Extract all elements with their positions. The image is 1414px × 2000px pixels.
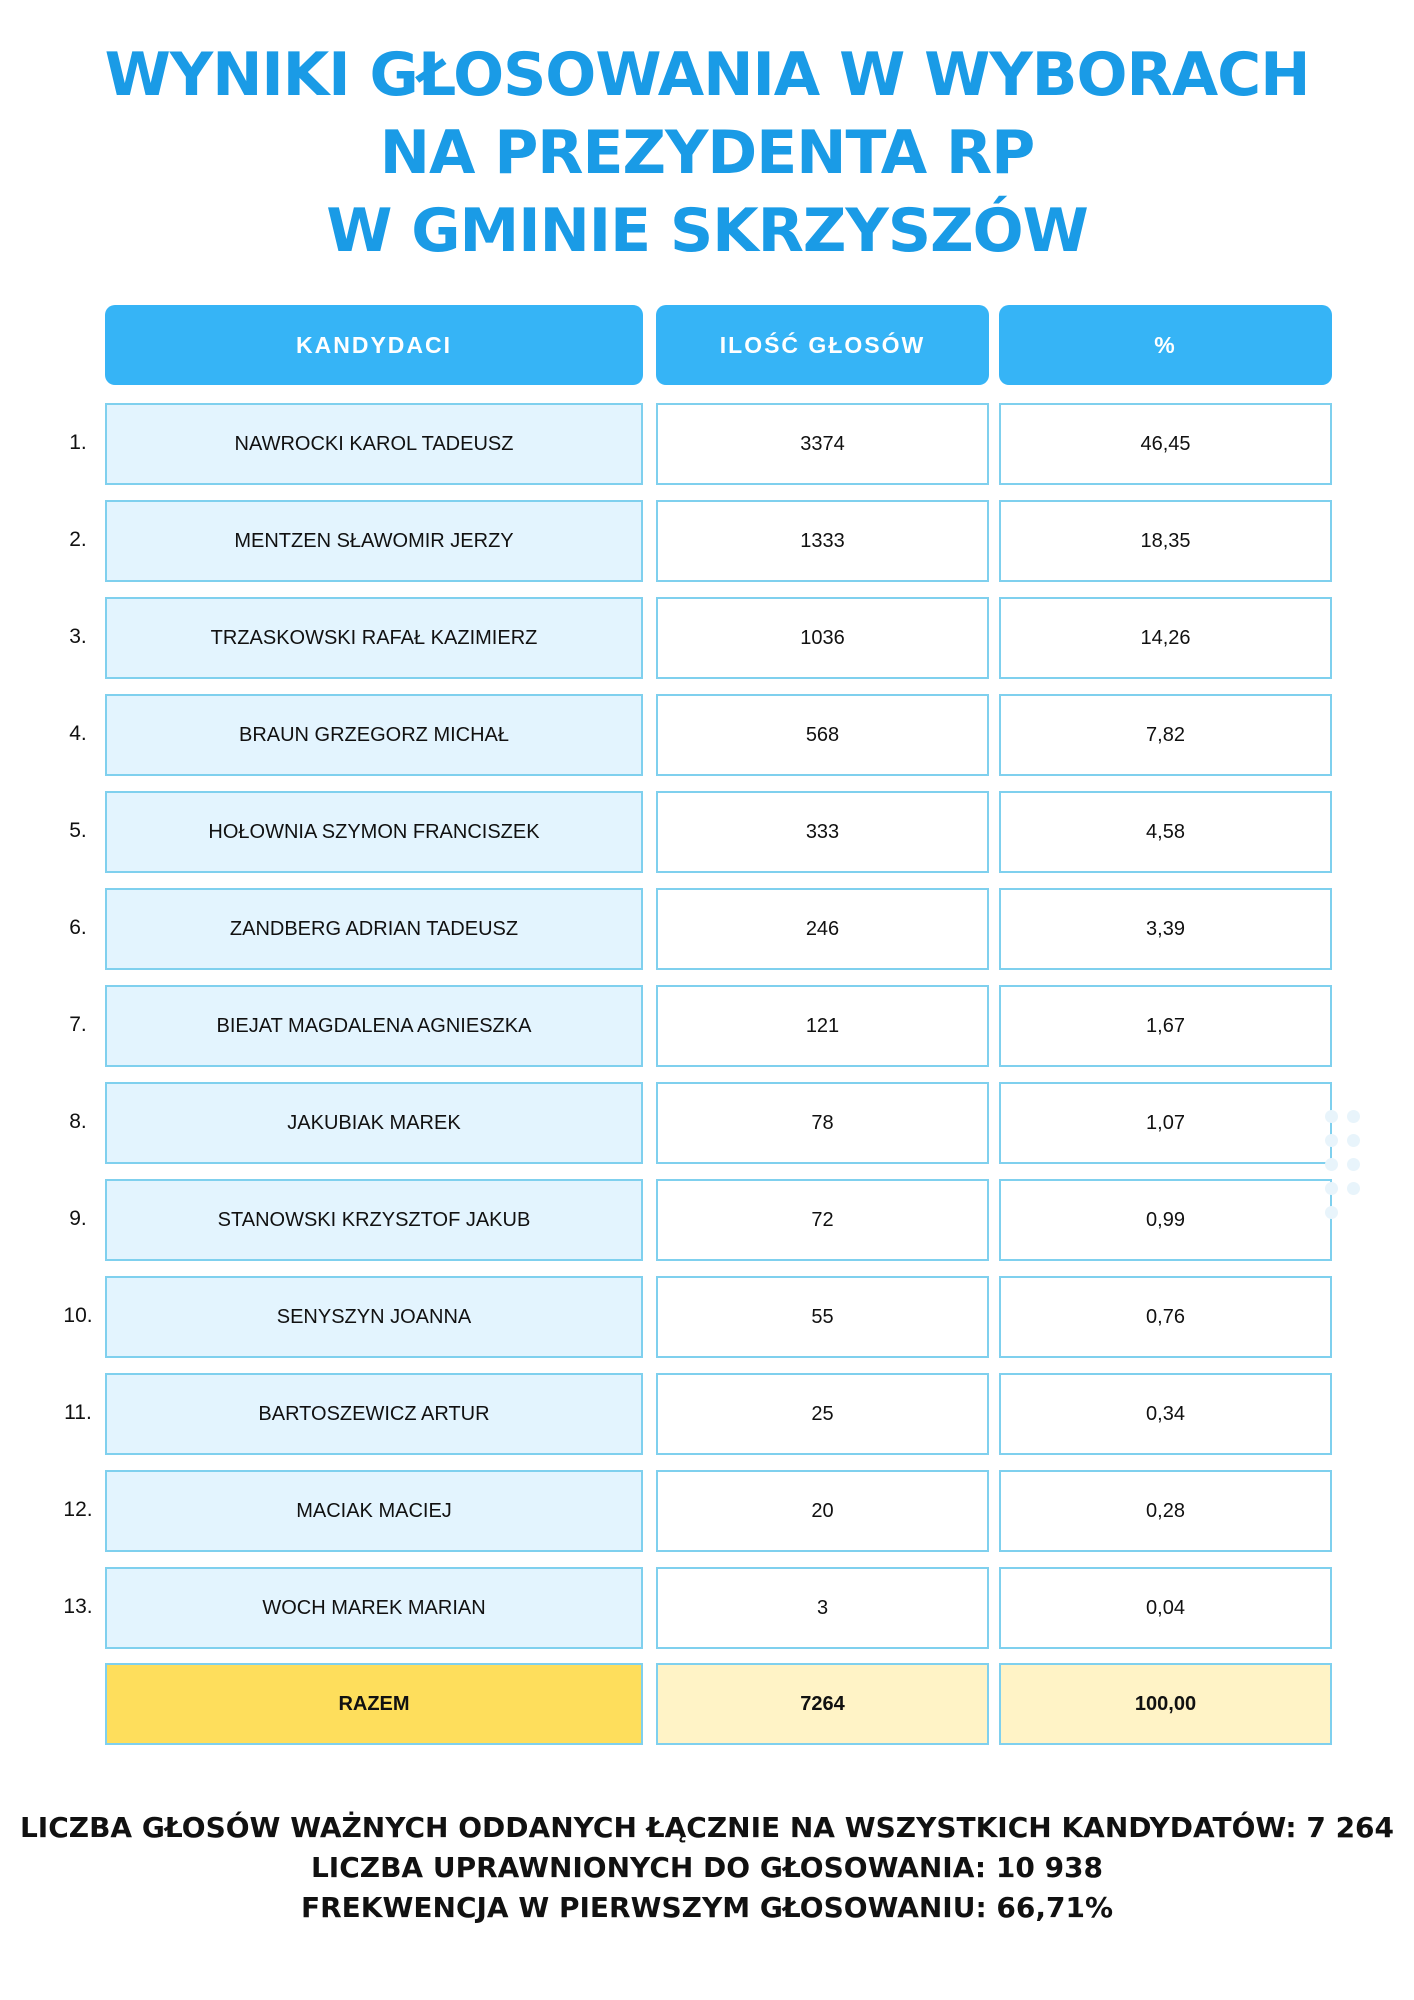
title-line-3: W GMINIE SKRZYSZÓW xyxy=(326,196,1088,266)
row-number: 12. xyxy=(63,1498,93,1521)
vote-percent: 46,45 xyxy=(999,403,1332,485)
table-row xyxy=(0,1082,1414,1166)
total-votes: 7264 xyxy=(656,1663,989,1745)
vote-count: 72 xyxy=(656,1179,989,1261)
vote-count: 78 xyxy=(656,1082,989,1164)
candidate-name: MACIAK MACIEJ xyxy=(105,1470,643,1552)
vote-percent: 3,39 xyxy=(999,888,1332,970)
candidate-name: BRAUN GRZEGORZ MICHAŁ xyxy=(105,694,643,776)
table-row xyxy=(0,985,1414,1069)
vote-count: 25 xyxy=(656,1373,989,1455)
vote-count: 333 xyxy=(656,791,989,873)
header-candidates: KANDYDACI xyxy=(105,305,643,385)
candidate-name: BARTOSZEWICZ ARTUR xyxy=(105,1373,643,1455)
row-number: 4. xyxy=(69,722,87,745)
title-line-1: WYNIKI GŁOSOWANIA W WYBORACH xyxy=(104,40,1310,110)
vote-count: 246 xyxy=(656,888,989,970)
row-number: 2. xyxy=(69,528,87,551)
candidate-name: MENTZEN SŁAWOMIR JERZY xyxy=(105,500,643,582)
vote-percent: 7,82 xyxy=(999,694,1332,776)
total-percent: 100,00 xyxy=(999,1663,1332,1745)
vote-percent: 0,28 xyxy=(999,1470,1332,1552)
row-number: 8. xyxy=(69,1110,87,1133)
row-number: 7. xyxy=(69,1013,87,1036)
row-number: 3. xyxy=(69,625,87,648)
vote-percent: 1,07 xyxy=(999,1082,1332,1164)
candidate-name: ZANDBERG ADRIAN TADEUSZ xyxy=(105,888,643,970)
candidate-name: NAWROCKI KAROL TADEUSZ xyxy=(105,403,643,485)
table-row xyxy=(0,694,1414,778)
vote-count: 121 xyxy=(656,985,989,1067)
table-row xyxy=(0,1567,1414,1651)
candidate-name: TRZASKOWSKI RAFAŁ KAZIMIERZ xyxy=(105,597,643,679)
vote-percent: 0,76 xyxy=(999,1276,1332,1358)
row-number: 13. xyxy=(63,1595,93,1618)
row-number: 10. xyxy=(63,1304,93,1327)
table-row xyxy=(0,1470,1414,1554)
header-percent: % xyxy=(999,305,1332,385)
vote-percent: 4,58 xyxy=(999,791,1332,873)
candidate-name: JAKUBIAK MAREK xyxy=(105,1082,643,1164)
vote-percent: 18,35 xyxy=(999,500,1332,582)
vote-count: 3374 xyxy=(656,403,989,485)
row-number: 5. xyxy=(69,819,87,842)
table-row xyxy=(0,1276,1414,1360)
candidate-name: SENYSZYN JOANNA xyxy=(105,1276,643,1358)
table-row xyxy=(0,500,1414,584)
table-row xyxy=(0,403,1414,487)
table-row xyxy=(0,791,1414,875)
row-number: 11. xyxy=(64,1401,92,1424)
page-title xyxy=(0,36,1414,270)
candidate-name: STANOWSKI KRZYSZTOF JAKUB xyxy=(105,1179,643,1261)
vote-percent: 0,34 xyxy=(999,1373,1332,1455)
candidate-name: BIEJAT MAGDALENA AGNIESZKA xyxy=(105,985,643,1067)
vote-count: 1333 xyxy=(656,500,989,582)
vote-count: 3 xyxy=(656,1567,989,1649)
row-number: 9. xyxy=(69,1207,87,1230)
summary-footer xyxy=(0,1808,1414,1928)
table-row xyxy=(0,1179,1414,1263)
row-number: 6. xyxy=(69,916,87,939)
candidate-name: HOŁOWNIA SZYMON FRANCISZEK xyxy=(105,791,643,873)
vote-count: 568 xyxy=(656,694,989,776)
candidate-name: WOCH MAREK MARIAN xyxy=(105,1567,643,1649)
vote-count: 55 xyxy=(656,1276,989,1358)
header-votes: ILOŚĆ GŁOSÓW xyxy=(656,305,989,385)
vote-percent: 0,04 xyxy=(999,1567,1332,1649)
vote-percent: 14,26 xyxy=(999,597,1332,679)
title-line-2: NA PREZYDENTA RP xyxy=(379,118,1035,188)
vote-count: 20 xyxy=(656,1470,989,1552)
table-row xyxy=(0,888,1414,972)
vote-count: 1036 xyxy=(656,597,989,679)
vote-percent: 0,99 xyxy=(999,1179,1332,1261)
valid-votes-summary: LICZBA GŁOSÓW WAŻNYCH ODDANYCH ŁĄCZNIE NA WSZYSTKICH KANDYDATÓW: 7 264 xyxy=(19,1811,1395,1844)
table-row xyxy=(0,1373,1414,1457)
total-label: RAZEM xyxy=(105,1663,643,1745)
table-row xyxy=(0,597,1414,681)
turnout-summary: FREKWENCJA W PIERWSZYM GŁOSOWANIU: 66,71% xyxy=(300,1891,1114,1924)
eligible-voters-summary: LICZBA UPRAWNIONYCH DO GŁOSOWANIA: 10 938 xyxy=(310,1851,1104,1884)
vote-percent: 1,67 xyxy=(999,985,1332,1067)
total-row xyxy=(0,1663,1414,1747)
row-number: 1. xyxy=(69,431,87,454)
